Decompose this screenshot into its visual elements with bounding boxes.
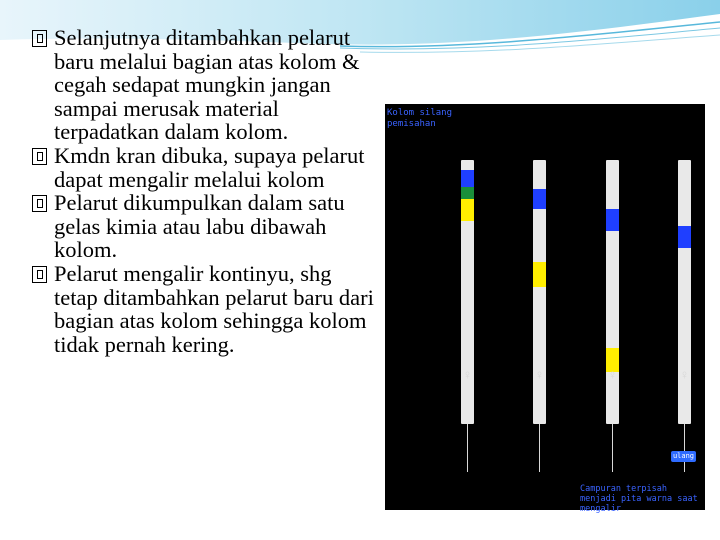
bullet-list — [32, 26, 377, 356]
column-outlet — [684, 424, 685, 472]
bullet-glyph-icon — [32, 195, 47, 212]
yellow-band — [533, 262, 546, 287]
bullet-item — [32, 262, 377, 356]
bullet-glyph-icon — [32, 266, 47, 283]
blue-band — [533, 189, 546, 209]
bullet-glyph-icon — [32, 30, 47, 47]
bullet-item — [32, 26, 377, 144]
panel-caption-top: Kolom silang pemisahan — [387, 108, 453, 129]
chromatography-column — [461, 160, 474, 424]
bullet-text: Selanjutnya ditambahkan pelarut baru melalui bagian atas kolom & cegah sedapat mungkin jangan sampai merusak material terpadatkan dalam kolom. — [54, 25, 360, 145]
blue-band — [461, 170, 474, 187]
bullet-item — [32, 191, 377, 262]
bullet-text: Pelarut dikumpulkan dalam satu gelas kimia atau labu dibawah kolom. — [54, 190, 345, 263]
blue-band — [678, 226, 691, 248]
stopcock-icon: ♀ — [534, 367, 545, 382]
chromatography-animation-panel — [385, 104, 705, 514]
green-band — [461, 187, 474, 199]
panel-caption-bottom: Campuran terpisah menjadi pita warna saat mengalir — [580, 484, 698, 514]
blue-band — [606, 209, 619, 231]
chromatography-column — [533, 160, 546, 424]
replay-button[interactable]: ulang — [672, 452, 695, 460]
stopcock-icon: ♀ — [607, 367, 618, 382]
bullet-glyph-icon — [32, 148, 47, 165]
column-outlet — [467, 424, 468, 472]
column-outlet — [612, 424, 613, 472]
column-outlet — [539, 424, 540, 472]
yellow-band — [461, 199, 474, 221]
stopcock-icon: ♀ — [462, 367, 473, 382]
bullet-text: Pelarut mengalir kontinyu, shg tetap ditambahkan pelarut baru dari bagian atas kolom sehingga kolom tidak pernah kering. — [54, 260, 374, 357]
bullet-item — [32, 144, 377, 191]
stopcock-icon: ♀ — [679, 367, 690, 382]
bullet-text: Kmdn kran dibuka, supaya pelarut dapat mengalir melalui kolom — [54, 142, 365, 192]
chromatography-column — [678, 160, 691, 424]
chromatography-column — [606, 160, 619, 424]
